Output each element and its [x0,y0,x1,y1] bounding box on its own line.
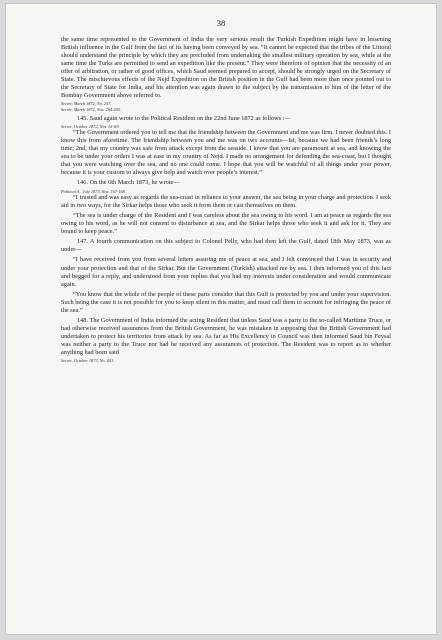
paragraph-145: 145. Saud again wrote to the Political Resident on the 22nd June 1872 as follows :— [77,114,291,122]
document-page [6,4,436,634]
margin-reference: Political A., July 1873, Nos. 167-168. [61,188,126,194]
quotation-march-1873-a: “I trusted and was easy as regards the sea-coast in reliance to your answer, the sea being in your charge and protection. I seek aid in two ways, for the Sirkar helps those who seek it from them or cast themselves on them. [61,194,391,210]
quotation-saud-june-1872: “The Government ordered you to tell me that the friendship between the Government and me was firm. I never doubted this. I know this from aforetime. The friendship between you and me was on two accounts—Ist, because we had been friends’s long time; 2nd, that my country was safe from attack except from the seaside. I know that you are paramount at sea, and knowing the sea to be under your orders I was at ease in my country of Nejd. I made no arrangement for defending the sea-coast, but I thought that you were watching over the sea, and no one could come. I hope that you will be watchful of all things under your power, because it is your custom to always give help and watch over people’s interest.” [61,129,391,177]
margin-reference: Secret, October 1873, No. 441. [61,358,115,364]
quotation-may-1873-b: “You know that the whole of the people of these parts consider that this Gulf is protected by you and under your supervision. Such being the case it is not possible for you to keep silent in this matter, and must call them to account for infringing the peace of the sea.” [61,290,391,314]
page-body [61,36,391,364]
paragraph-148: 148. The Government of India informed the acting Resident that unless Saud was a party to the so-called Maritime Truce, or had otherwise received assurances from the British Government, he was mistaken in supposing that the British Government had undertaken to protect his territories from attack by sea. As far as His Excellency in Council was then informed Saud bin Feysal was neither a party to the Truce nor had he received any assurances of protection. The Resident was to report as to whether anything had been said [61,316,391,356]
quotation-may-1873-a: “I have received from you from several letters assuring me of peace at sea, and I felt convinced that I was in security and under your protection and that of the Sirkar. But the Government (Turkish) attacked me by sea. I then informed you of this fact and begged for a reply, and understood from your replies that you had my interests under consideration and would communicate again. [61,256,391,288]
paragraph-146: 146. On the 6th March 1873, he wrote— [77,179,180,187]
quotation-march-1873-b: “The sea is under charge of the Resident and I was careless about the sea owing to his word. I am at peace as regards the sea owing to his word, as he will not consent to disturbance at sea, and the Sirkar helps those who seek it and ask for it. They are bound to keep peace.” [61,212,391,236]
margin-reference: Secret, March 1872, No. 257. Secret, March 1872, Nos. 204-205. [61,101,122,112]
paragraph-144-continued: the same time represented to the Government of India the very serious result the Turkish Expedition might have in lessening British influence in the Gulf from the fact of its having been conveyed by sea. “It cannot be expected that the tribes of the Littoral should understand the principle by which they are precluded from undertaking the smallest military operation by sea, while at the same time the Turks are permitted to send an expedition like the present.” They were therefore of opinion that the necessity of an offer of arbitration, or rather of good offices, which Saud seemed prepared to accept, should be strongly urged on the Secretary of State. The mischievous effects of the Nejd Expedition on the British position in the Gulf had been more than once pointed out to the Secretary of State for India, and his attention was again drawn to the subject by the transmission to him of the letter of the Bombay Government above referred to. [61,36,391,100]
page-number: 38 [216,18,226,28]
paragraph-147: 147. A fourth communication on this subject to Colonel Pelly, who had then left the Gulf, dated 18th May 1873, was as under— [61,238,391,254]
margin-reference: Secret, October 1872, Nos. 61-69. [61,123,120,129]
